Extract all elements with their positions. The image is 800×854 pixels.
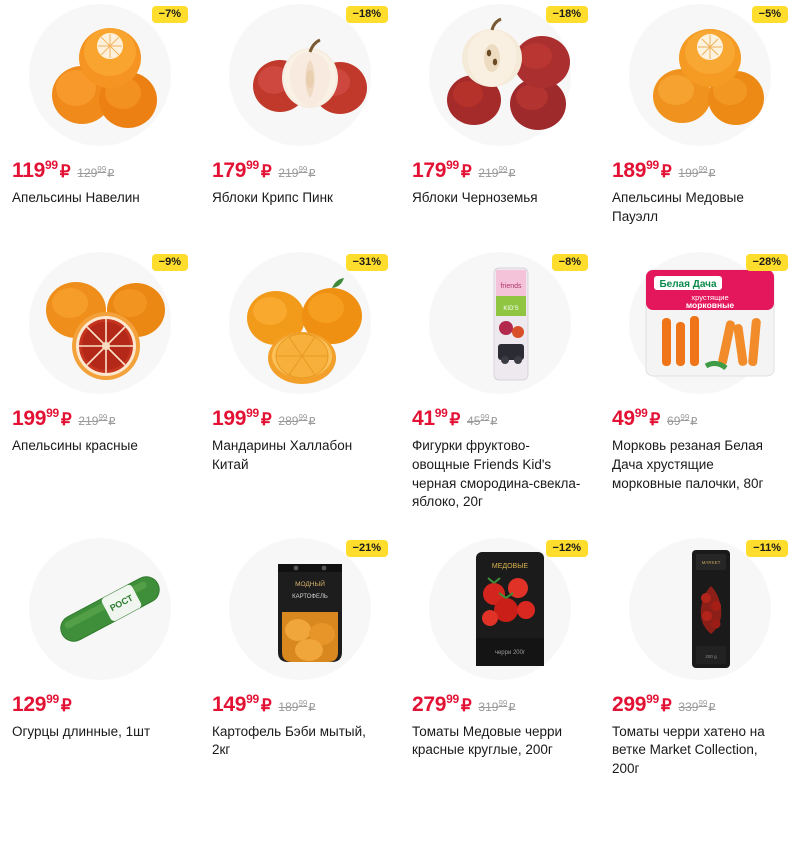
product-title[interactable]: Апельсины Медовые Пауэлл — [612, 190, 744, 224]
price-row — [10, 406, 190, 431]
product-card[interactable] — [400, 248, 600, 534]
old-price: $289^{99}₽$ — [278, 413, 316, 429]
product-card[interactable] — [400, 534, 600, 801]
price-row — [10, 692, 190, 717]
discount-badge: −9% — [152, 254, 188, 271]
product-image[interactable] — [210, 534, 390, 684]
discount-badge: −18% — [346, 6, 388, 23]
product-image[interactable] — [610, 0, 790, 150]
current-price: $189^{99}$ ₽ — [612, 158, 672, 182]
product-title[interactable]: Морковь резаная Белая Дача хрустящие морковные палочки, 80г — [612, 438, 764, 491]
product-card[interactable] — [200, 0, 400, 248]
product-card[interactable] — [0, 0, 200, 248]
product-card[interactable] — [200, 248, 400, 534]
product-illustration-cucumber — [10, 534, 190, 684]
price-row — [210, 692, 390, 717]
product-image[interactable] — [610, 534, 790, 684]
product-image[interactable] — [410, 0, 590, 150]
price-row — [610, 158, 790, 183]
current-price: $199^{99}$ ₽ — [12, 406, 72, 431]
price-row — [410, 692, 590, 717]
discount-badge: −5% — [752, 6, 788, 23]
product-title[interactable]: Томаты черри хатено на ветке Market Collection, 200г — [612, 723, 765, 776]
current-price: $299^{99}$ ₽ — [612, 691, 672, 716]
svg-text:РОСТ: РОСТ — [108, 592, 135, 613]
product-image[interactable] — [10, 534, 190, 684]
discount-badge: −12% — [546, 540, 588, 557]
svg-text:хрустящие: хрустящие — [691, 293, 729, 303]
discount-badge: −31% — [346, 254, 388, 271]
discount-badge: −18% — [546, 6, 588, 23]
old-price: $219^{99}₽$ — [478, 165, 516, 180]
product-title[interactable]: Мандарины Халлабон Китай — [212, 438, 353, 472]
old-price: $219^{99}₽$ — [78, 413, 116, 429]
product-title[interactable]: Томаты Медовые черри красные круглые, 200г — [412, 723, 563, 758]
product-card[interactable] — [400, 0, 600, 248]
product-title[interactable]: Фигурки фруктово-овощные Friends Kid's черная смородина-свекла-яблоко, 20г — [412, 438, 581, 510]
svg-text:КАРТОФЕЛЬ: КАРТОФЕЛЬ — [292, 593, 328, 600]
old-price: $339^{99}₽$ — [678, 698, 716, 714]
price-row — [410, 158, 590, 183]
old-price: $219^{99}₽$ — [278, 165, 316, 180]
discount-badge: −21% — [346, 540, 388, 557]
product-card[interactable] — [600, 248, 800, 534]
current-price: $199^{99}$ ₽ — [212, 406, 272, 431]
price-row — [610, 692, 790, 717]
old-price: $189^{99}₽$ — [278, 698, 316, 714]
svg-text:морковные: морковные — [685, 300, 735, 311]
current-price: $49^{99}$ ₽ — [612, 406, 661, 431]
product-card[interactable] — [200, 534, 400, 801]
product-title[interactable]: Картофель Бэби мытый, 2кг — [212, 723, 366, 758]
price-row — [610, 406, 790, 431]
price-row — [210, 406, 390, 431]
product-card[interactable] — [0, 534, 200, 801]
product-card[interactable] — [0, 248, 200, 534]
current-price: $119^{99}$ ₽ — [12, 158, 71, 182]
svg-text:черри 200г: черри 200г — [494, 649, 526, 656]
old-price: $199^{99}₽$ — [678, 165, 716, 180]
product-image[interactable] — [10, 0, 190, 150]
product-title[interactable]: Яблоки Крипс Пинк — [212, 190, 333, 205]
old-price: $129^{99}₽$ — [77, 165, 115, 180]
discount-badge: −11% — [746, 540, 788, 557]
price-row — [210, 158, 390, 183]
svg-text:KID'S: KID'S — [503, 306, 519, 313]
current-price: $179^{99}$ ₽ — [212, 158, 272, 182]
current-price: $129^{99}$ ₽ — [12, 691, 72, 716]
product-title[interactable]: Яблоки Черноземья — [412, 190, 538, 205]
product-title[interactable]: Апельсины Навелин — [12, 190, 140, 205]
svg-text:Белая Дача: Белая Дача — [659, 279, 717, 291]
discount-badge: −8% — [552, 254, 588, 271]
current-price: $179^{99}$ ₽ — [412, 158, 472, 182]
product-card[interactable] — [600, 534, 800, 801]
svg-text:MARKET: MARKET — [701, 559, 721, 565]
current-price: $279^{99}$ ₽ — [412, 691, 472, 716]
svg-text:МОДНЫЙ: МОДНЫЙ — [295, 580, 325, 588]
product-image[interactable] — [610, 248, 790, 398]
product-card[interactable] — [600, 0, 800, 248]
product-title[interactable]: Апельсины красные — [12, 438, 138, 454]
product-image[interactable] — [10, 248, 190, 398]
price-row — [410, 406, 590, 431]
product-image[interactable] — [210, 0, 390, 150]
product-title[interactable]: Огурцы длинные, 1шт — [12, 723, 151, 739]
old-price: $319^{99}₽$ — [478, 698, 516, 714]
svg-text:friends: friends — [500, 283, 522, 291]
discount-badge: −7% — [152, 6, 188, 23]
discount-badge: −28% — [746, 254, 788, 271]
old-price: $45^{99}₽$ — [467, 413, 498, 429]
svg-text:МЕДОВЫЕ: МЕДОВЫЕ — [491, 562, 529, 570]
old-price: $69^{99}₽$ — [667, 413, 698, 429]
product-image[interactable] — [210, 248, 390, 398]
price-row — [10, 158, 190, 183]
product-image[interactable] — [410, 248, 590, 398]
current-price: $149^{99}$ ₽ — [212, 691, 272, 716]
current-price: $41^{99}$ ₽ — [412, 406, 461, 431]
product-image[interactable] — [410, 534, 590, 684]
svg-text:200 g: 200 g — [705, 653, 717, 659]
